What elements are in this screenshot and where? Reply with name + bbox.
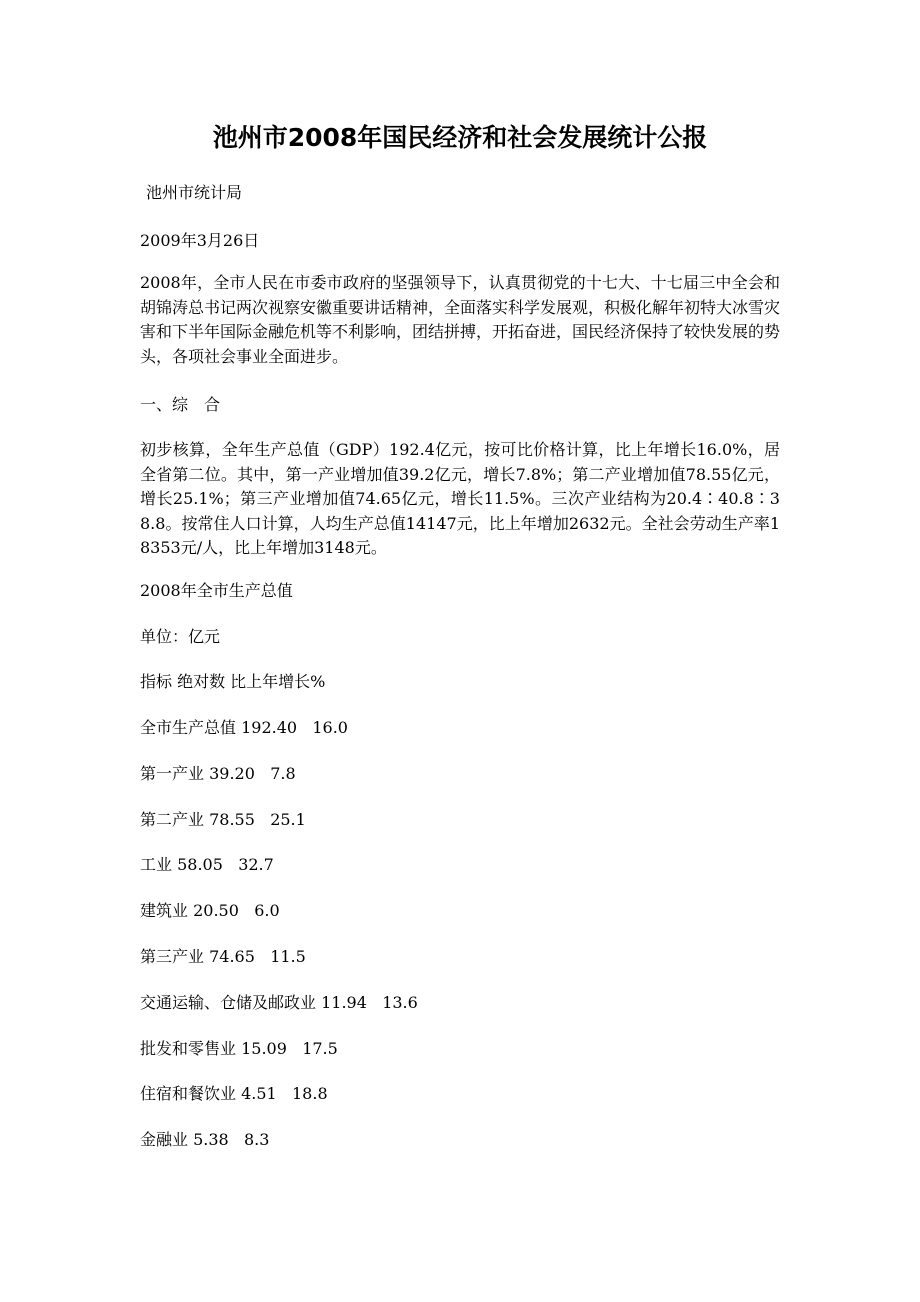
table-row bbox=[140, 945, 306, 969]
row-value: 78.55 bbox=[209, 810, 255, 829]
row-growth: 17.5 bbox=[302, 1039, 338, 1058]
table-header: 指标 绝对数 比上年增长% bbox=[140, 672, 326, 691]
table-row bbox=[140, 762, 296, 786]
row-label: 批发和零售业 bbox=[140, 1039, 237, 1058]
table-caption: 2008年全市生产总值 bbox=[140, 581, 293, 600]
row-growth: 13.6 bbox=[382, 993, 418, 1012]
row-value: 4.51 bbox=[241, 1084, 277, 1103]
row-value: 58.05 bbox=[177, 855, 223, 874]
table-row bbox=[140, 1037, 338, 1061]
section-paragraph: 初步核算，全年生产总值（GDP）192.4亿元，按可比价格计算，比上年增长16.0%，居全省第二位。其中，第一产业增加值39.2亿元，增长7.8%；第二产业增加值78.55亿元，增长25.1%；第三产业增加值74.65亿元，增长11.5%。三次产业结构为20.4∶40.8∶38.8。按常住人口计算，人均生产总值14147元，比上年增加2632元。全社会劳动生产率18353元/人，比上年增加3148元。 bbox=[140, 440, 780, 557]
row-label: 建筑业 bbox=[140, 901, 189, 920]
section-heading: 一、综 合 bbox=[140, 395, 221, 414]
row-value: 15.09 bbox=[241, 1039, 287, 1058]
row-value: 11.94 bbox=[321, 993, 367, 1012]
row-label: 第三产业 bbox=[140, 947, 205, 966]
row-value: 74.65 bbox=[209, 947, 255, 966]
row-label: 工业 bbox=[140, 855, 173, 874]
row-growth: 25.1 bbox=[270, 810, 306, 829]
row-value: 20.50 bbox=[193, 901, 239, 920]
table-row bbox=[140, 991, 418, 1015]
row-growth: 6.0 bbox=[254, 901, 280, 920]
row-label: 第一产业 bbox=[140, 764, 205, 783]
table-row bbox=[140, 716, 348, 740]
intro-paragraph: 2008年，全市人民在市委市政府的坚强领导下，认真贯彻党的十七大、十七届三中全会和胡锦涛总书记两次视察安徽重要讲话精神，全面落实科学发展观，积极化解年初特大冰雪灾害和下半年国际金融危机等不利影响，团结拼搏，开拓奋进，国民经济保持了较快发展的势头，各项社会事业全面进步。 bbox=[140, 273, 781, 366]
table-row bbox=[140, 1128, 269, 1152]
row-value: 39.20 bbox=[209, 764, 255, 783]
row-label: 交通运输、仓储及邮政业 bbox=[140, 993, 317, 1012]
row-label: 第二产业 bbox=[140, 810, 205, 829]
row-growth: 11.5 bbox=[270, 947, 306, 966]
table-row bbox=[140, 899, 280, 923]
row-label: 金融业 bbox=[140, 1130, 189, 1149]
row-growth: 16.0 bbox=[312, 718, 348, 737]
publish-date: 2009年3月26日 bbox=[140, 231, 260, 250]
table-row bbox=[140, 853, 274, 877]
row-growth: 7.8 bbox=[270, 764, 296, 783]
table-unit: 单位：亿元 bbox=[140, 627, 221, 646]
row-value: 5.38 bbox=[193, 1130, 229, 1149]
document-title: 池州市2008年国民经济和社会发展统计公报 bbox=[212, 123, 708, 152]
table-row bbox=[140, 808, 306, 832]
row-label: 住宿和餐饮业 bbox=[140, 1084, 237, 1103]
row-growth: 8.3 bbox=[244, 1130, 270, 1149]
issuing-agency: 池州市统计局 bbox=[146, 183, 243, 202]
row-label: 全市生产总值 bbox=[140, 718, 237, 737]
row-value: 192.40 bbox=[241, 718, 298, 737]
row-growth: 32.7 bbox=[238, 855, 274, 874]
row-growth: 18.8 bbox=[292, 1084, 328, 1103]
table-row bbox=[140, 1082, 328, 1106]
